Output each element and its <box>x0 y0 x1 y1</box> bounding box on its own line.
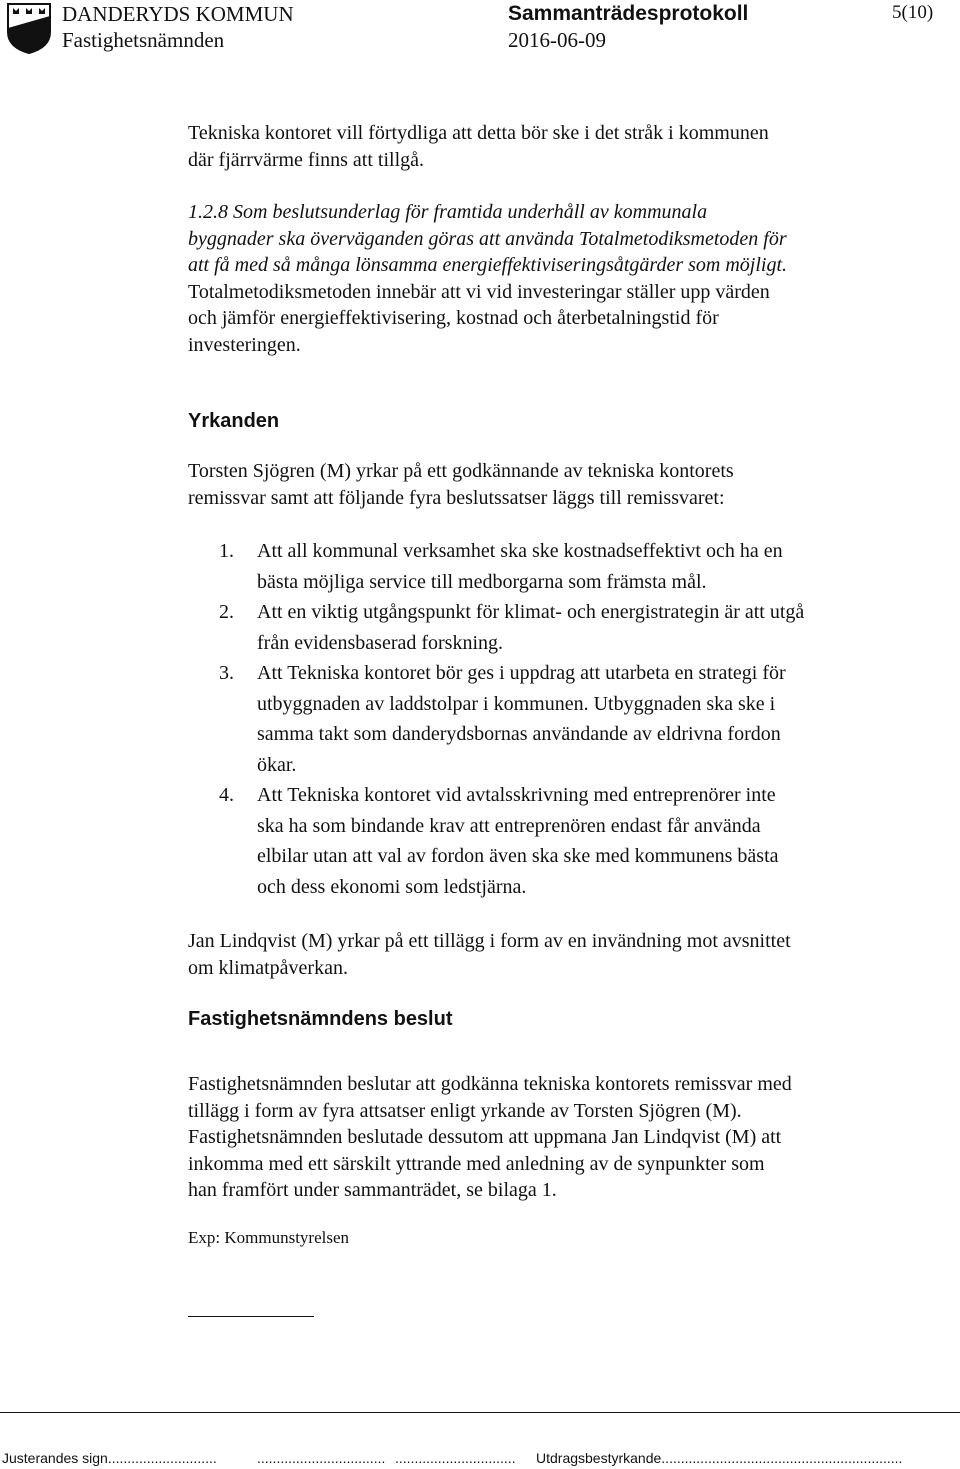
list-line: och dess ekonomi som ledstjärna. <box>257 875 527 898</box>
list-number: 3. <box>219 662 234 684</box>
text-line: Totalmetodiksmetoden innebär att vi vid investeringar ställer upp värden <box>188 280 770 303</box>
text-line: remissvar samt att följande fyra beslutssatser läggs till remissvaret: <box>188 486 725 509</box>
expedition-note: Exp: Kommunstyrelsen <box>188 1228 350 1247</box>
beslut-paragraph <box>188 1071 792 1204</box>
list-line: bästa möjliga service till medborgarna som främsta mål. <box>257 570 707 593</box>
signature-line <box>188 1316 314 1317</box>
footer-dots: ................................. <box>257 1450 386 1466</box>
yrkanden-intro <box>188 458 734 511</box>
text-line: Jan Lindqvist (M) yrkar på ett tillägg i form av en invändning mot avsnittet <box>188 930 791 952</box>
list-number: 2. <box>219 601 234 623</box>
quoted-line: att få med så många lönsamma energieffektiviseringsåtgärder som möjligt. <box>188 254 788 276</box>
text-line: Fastighetsnämnden beslutar att godkänna tekniska kontorets remissvar med <box>188 1073 792 1095</box>
lindqvist-paragraph <box>188 928 791 981</box>
yrkanden-heading: Yrkanden <box>188 410 280 432</box>
list-line: Att Tekniska kontoret vid avtalsskrivning med entreprenörer inte <box>257 784 776 806</box>
text-line: och jämför energieffektivisering, kostnad och återbetalningstid för <box>188 307 719 329</box>
list-line: från evidensbaserad forskning. <box>257 631 504 654</box>
list-line: elbilar utan att val av fordon även ska ske med kommunens bästa <box>257 845 779 867</box>
text-line: tillägg i form av fyra attsatser enligt yrkande av Torsten Sjögren (M). <box>188 1099 742 1122</box>
list-line: Att en viktig utgångspunkt för klimat- och energistrategin är att utgå <box>257 601 805 623</box>
footer-rule <box>0 1412 960 1413</box>
text-line: Fastighetsnämnden beslutade dessutom att uppmana Jan Lindqvist (M) att <box>188 1126 782 1148</box>
quoted-line: byggnader ska överväganden göras att använda Totalmetodiksmetoden för <box>188 227 787 250</box>
logo-icon <box>6 2 52 54</box>
quoted-line: 1.2.8 Som beslutsunderlag för framtida underhåll av kommunala <box>188 201 708 223</box>
yrkanden-list <box>219 536 919 906</box>
section-128 <box>188 199 787 358</box>
list-number: 4. <box>219 784 234 806</box>
list-number: 1. <box>219 540 234 562</box>
text-line: han framfört under sammanträdet, se bilaga 1. <box>188 1179 557 1201</box>
list-line: Att Tekniska kontoret bör ges i uppdrag att utarbeta en strategi för <box>257 662 786 684</box>
footer-justerandes: Justerandes sign............................ <box>2 1450 217 1466</box>
page-number: 5(10) <box>892 2 934 23</box>
text-line: inkomma med ett särskilt yttrande med anledning av de synpunkter som <box>188 1152 765 1175</box>
intro-paragraph <box>188 120 769 173</box>
text-line: Tekniska kontoret vill förtydliga att detta bör ske i det stråk i kommunen <box>188 122 769 144</box>
footer-dots: ............................... <box>395 1450 516 1466</box>
list-line: ska ha som bindande krav att entreprenören endast får använda <box>257 814 761 837</box>
meeting-date: 2016-06-09 <box>508 28 606 52</box>
footer-utdrag: Utdragsbestyrkande.............................................................. <box>536 1450 903 1466</box>
list-line: ökar. <box>257 753 297 776</box>
beslut-heading: Fastighetsnämndens beslut <box>188 1008 453 1030</box>
committee-name: Fastighetsnämnden <box>62 28 225 52</box>
list-line: utbyggnaden av laddstolpar i kommunen. Utbyggnaden ska ske i <box>257 692 776 715</box>
text-line: Torsten Sjögren (M) yrkar på ett godkännande av tekniska kontorets <box>188 460 734 482</box>
list-line: samma takt som danderydsbornas användande av eldrivna fordon <box>257 723 781 745</box>
doc-type: Sammanträdesprotokoll <box>508 2 749 25</box>
text-line: där fjärrvärme finns att tillgå. <box>188 148 425 171</box>
org-name: DANDERYDS KOMMUN <box>62 2 294 26</box>
text-line: investeringen. <box>188 333 301 356</box>
list-line: Att all kommunal verksamhet ska ske kostnadseffektivt och ha en <box>257 540 783 562</box>
text-line: om klimatpåverkan. <box>188 956 348 979</box>
